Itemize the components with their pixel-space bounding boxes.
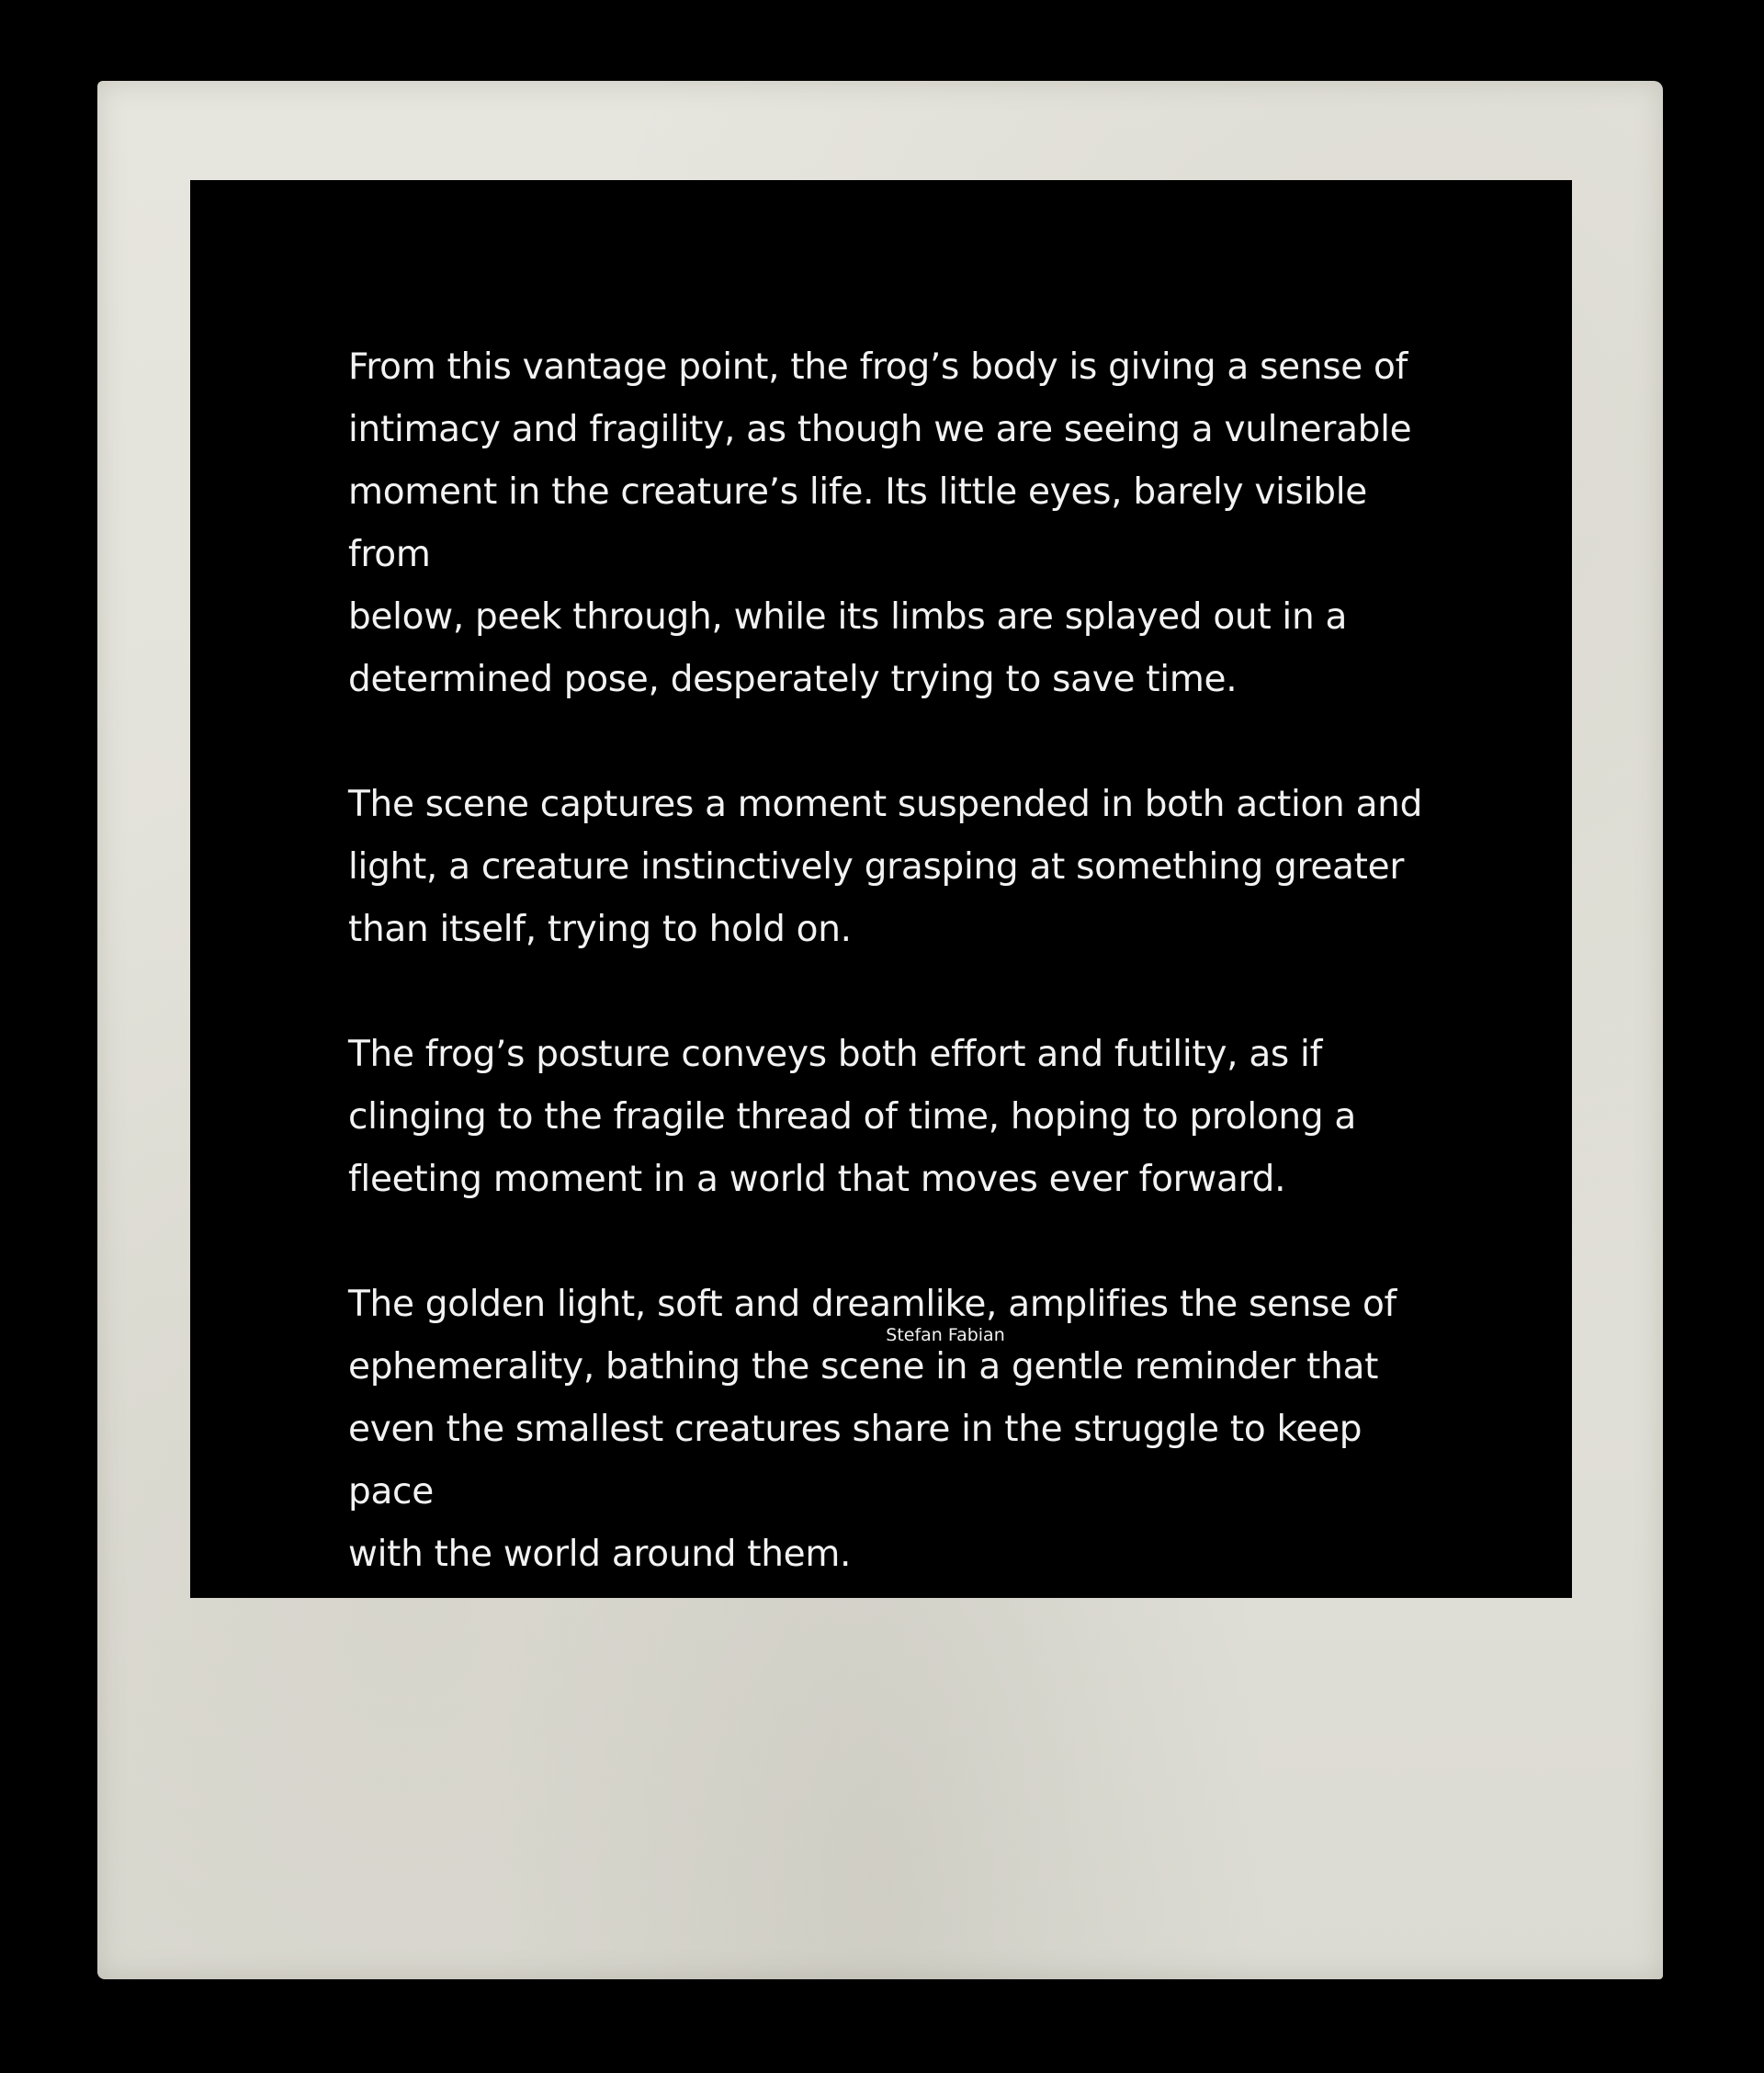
polaroid-frame [97,81,1663,1979]
photo-panel [190,180,1572,1598]
author-signature: Stefan Fabian [886,1325,1005,1345]
paragraph-2: The scene captures a moment suspended in both action and light, a creature instinctively grasping at something greater than itself, trying to hold on. [348,784,1423,950]
paragraph-4: The golden light, soft and dreamlike, amplifies the sense of ephemerality, bathing the scene in a gentle reminder that even the smallest creatures share in the struggle to keep pace with the world around them. [348,1284,1396,1575]
paragraph-1: From this vantage point, the frog’s body is giving a sense of intimacy and fragility, as though we are seeing a vulnerable moment in the creature’s life. Its little eyes, barely visible from below, peek through, while its limbs are splayed out in a determined pose, desperately trying to save time. [348,346,1412,700]
poem-text [348,336,1442,1586]
paragraph-3: The frog’s posture conveys both effort and futility, as if clinging to the fragile thread of time, hoping to prolong a fleeting moment in a world that moves ever forward. [348,1034,1356,1200]
